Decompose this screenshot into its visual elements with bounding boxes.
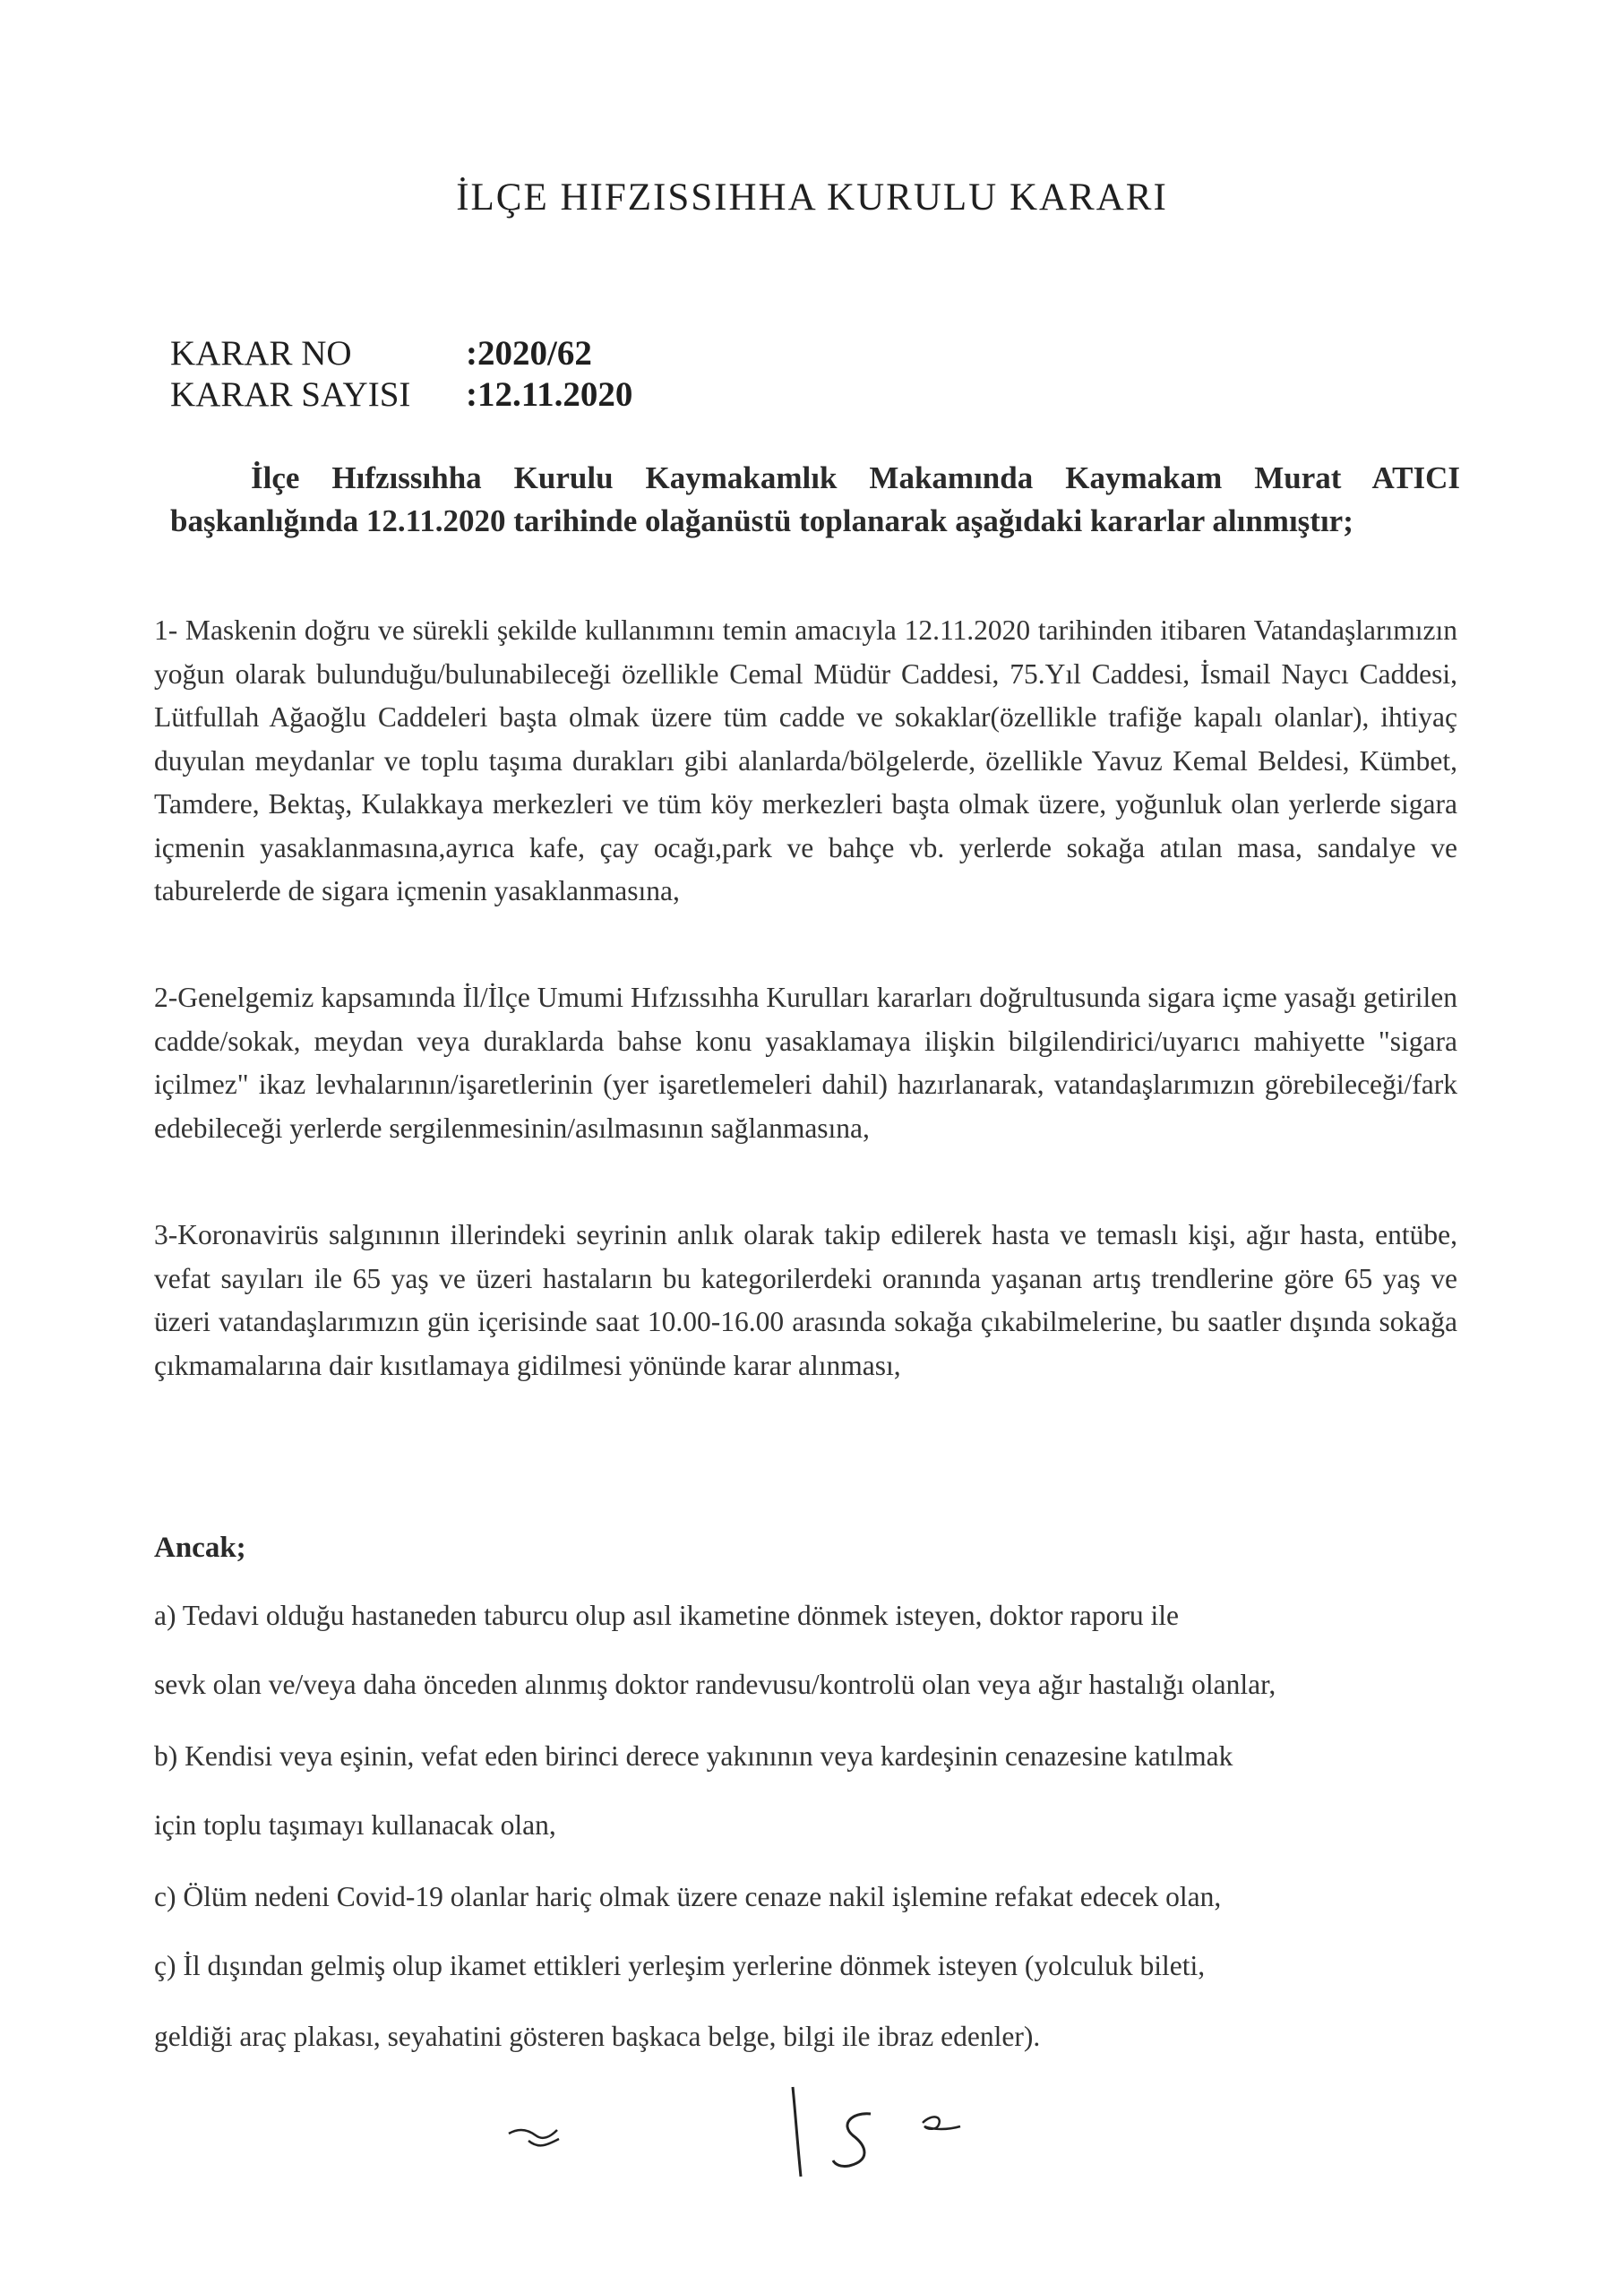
signature-1 [509, 2130, 559, 2145]
exception-line-1: a) Tedavi olduğu hastaneden taburcu olup asıl ikametine dönmek isteyen, doktor raporu ile [154, 1600, 1180, 1631]
decision-item-3: 3-Koronavirüs salgınının illerindeki seyrinin anlık olarak takip edilerek hasta ve temaslı kişi, ağır hasta, entübe, vefat sayıları ile 65 yaş ve üzeri hastaların bu kategorilerdeki oranında yaşanan artış trendlerine göre 65 yaş ve üzeri vatandaşlarımızın gün içerisinde saat 10.00-16.00 arasında sokağa çıkabilmelerine, bu saatler dışında sokağa çıkmamalarına dair kısıtlamaya gidilmesi yönünde karar alınması, [154, 1219, 1457, 1381]
signature-3 [833, 2114, 871, 2167]
exception-line-6: ç) İl dışından gelmiş olup ikamet ettikleri yerleşim yerlerine dönmek isteyen (yolculuk bileti, [154, 1950, 1206, 1981]
karar-no-row [170, 333, 592, 374]
intro-paragraph: İlçe Hıfzıssıhha Kurulu Kaymakamlık Makamında Kaymakam Murat ATICI başkanlığında 12.11.2020 tarihinde olağanüstü toplanarak aşağıdaki kararlar alınmıştır; [170, 460, 1460, 538]
karar-sayisi-row [170, 374, 632, 415]
exception-line-4: için toplu taşımayı kullanacak olan, [154, 1809, 556, 1841]
signature-4 [923, 2117, 960, 2129]
exception-line-7: geldiği araç plakası, seyahatini gösteren başkaca belge, bilgi ile ibraz edenler). [154, 2021, 1041, 2052]
document-title: İLÇE HIFZISSIHHA KURULU KARARI [456, 176, 1168, 219]
ancak-heading: Ancak; [154, 1532, 246, 1564]
decision-item-2: 2-Genelgemiz kapsamında İl/İlçe Umumi Hıfzıssıhha Kurulları kararları doğrultusunda sigara içme yasağı getirilen cadde/sokak, meydan veya duraklarda bahse konu yasaklamaya ilişkin bilgilendirici/uyarıcı mahiyette "sigara içilmez" ikaz levhalarının/işaretlerinin (yer işaretlemeleri dahil) hazırlanarak, vatandaşlarımızın görebileceği/fark edebileceği yerlerde sergilenmesinin/asılmasının sağlanmasına, [154, 982, 1457, 1144]
decision-item-1: 1- Maskenin doğru ve sürekli şekilde kullanımını temin amacıyla 12.11.2020 tarihinden itibaren Vatandaşlarımızın yoğun olarak bulunduğu/bulunabileceği özellikle Cemal Müdür Caddesi, 75.Yıl Caddesi, İsmail Naycı Caddesi, Lütfullah Ağaoğlu Caddeleri başta olmak üzere tüm cadde ve sokaklar(özellikle trafiğe kapalı olanlar), ihtiyaç duyulan meydanlar ve toplu taşıma durakları gibi alanlarda/bölgelerde, özellikle Yavuz Kemal Beldesi, Kümbet, Tamdere, Bektaş, Kulakkaya merkezleri ve tüm köy merkezleri başta olmak üzere, yoğunluk olan yerlerde sigara içmenin yasaklanmasına,ayrıca kafe, çay ocağı,park ve bahçe vb. yerlerde sokağa atılan masa, sandalye ve taburelerde de sigara içmenin yasaklanmasına, [154, 614, 1457, 906]
exception-line-2: sevk olan ve/veya daha önceden alınmış doktor randevusu/kontrolü olan veya ağır hastalığı olanlar, [154, 1669, 1276, 1700]
karar-sayisi-value: :12.11.2020 [466, 375, 633, 414]
signature-2 [793, 2087, 801, 2177]
karar-no-value: :2020/62 [466, 334, 592, 373]
signatures [502, 2078, 1003, 2186]
exception-line-5: c) Ölüm nedeni Covid-19 olanlar hariç olmak üzere cenaze nakil işlemine refakat edecek olan, [154, 1881, 1222, 1912]
karar-sayisi-label: KARAR SAYISI [170, 375, 411, 414]
karar-no-label: KARAR NO [170, 334, 352, 373]
exception-line-3: b) Kendisi veya eşinin, vefat eden birinci derece yakınının veya kardeşinin cenazesine katılmak [154, 1740, 1233, 1772]
